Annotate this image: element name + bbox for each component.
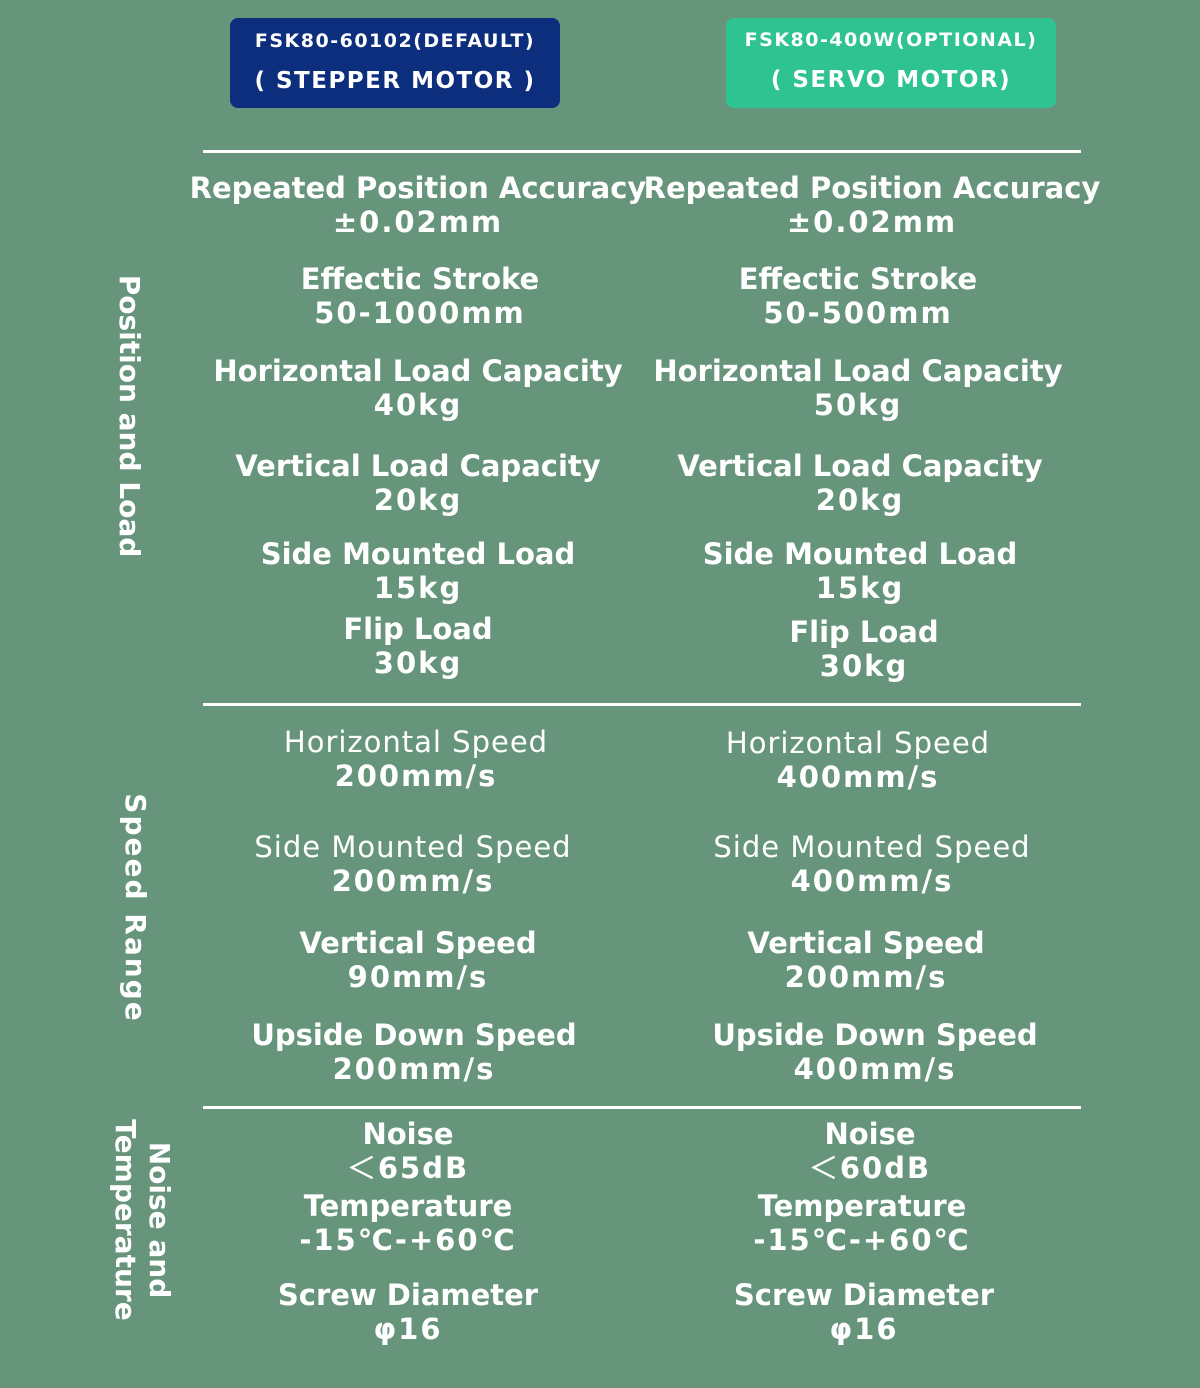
spec-value: 20kg [373, 483, 463, 517]
spec-label: Screw Diameter [733, 1278, 995, 1312]
spec-item [642, 171, 1102, 239]
spec-label: Side Mounted Speed [254, 830, 572, 864]
spec-item [188, 449, 648, 517]
spec-value: 50kg [813, 388, 903, 422]
divider-position-speed [203, 703, 1081, 706]
spec-label: Flip Load [343, 612, 493, 646]
spec-value: ＜60dB [808, 1151, 932, 1185]
spec-item [186, 725, 646, 793]
spec-label: Repeated Position Accuracy [643, 171, 1101, 205]
servo-motor-type: ( SERVO MOTOR) [770, 67, 1012, 93]
section-title-speed-range: Speed Range [119, 793, 152, 1023]
spec-value: 90mm/s [347, 960, 489, 994]
spec-label: Screw Diameter [277, 1278, 539, 1312]
spec-label: Effectic Stroke [300, 262, 540, 296]
spec-item [642, 830, 1102, 898]
spec-value: φ16 [829, 1312, 899, 1346]
spec-value: 50-1000mm [314, 296, 526, 330]
spec-value: 15kg [815, 571, 905, 605]
spec-label: Side Mounted Load [702, 537, 1018, 571]
spec-value: -15℃-+60℃ [753, 1223, 971, 1257]
spec-label: Noise [362, 1117, 454, 1151]
spec-label: Side Mounted Speed [713, 830, 1031, 864]
spec-value: 30kg [819, 649, 909, 683]
spec-value: ＜65dB [346, 1151, 470, 1185]
spec-label: Vertical Speed [299, 926, 537, 960]
spec-item [190, 262, 650, 330]
spec-item [184, 1018, 644, 1086]
spec-label: Temperature [303, 1189, 513, 1223]
spec-label: Temperature [757, 1189, 967, 1223]
spec-label: Effectic Stroke [738, 262, 978, 296]
spec-item [178, 1278, 638, 1346]
spec-value: 15kg [373, 571, 463, 605]
spec-value: 50-500mm [763, 296, 953, 330]
spec-label: Horizontal Load Capacity [213, 354, 623, 388]
spec-item [178, 1189, 638, 1257]
spec-label: Repeated Position Accuracy [189, 171, 647, 205]
spec-label: Horizontal Speed [725, 726, 991, 760]
spec-value: φ16 [373, 1312, 443, 1346]
spec-value: ±0.02mm [786, 205, 958, 239]
spec-value: 400mm/s [793, 1052, 957, 1086]
stepper-model-name: FSK80-60102(DEFAULT) [254, 30, 536, 52]
spec-value: 400mm/s [790, 864, 954, 898]
spec-label: Upside Down Speed [712, 1018, 1038, 1052]
spec-label: Side Mounted Load [260, 537, 576, 571]
spec-item [634, 615, 1094, 683]
spec-item [630, 537, 1090, 605]
spec-item [636, 926, 1096, 994]
spec-item [632, 1189, 1092, 1257]
spec-value: 400mm/s [776, 760, 940, 794]
spec-value: 200mm/s [334, 759, 498, 793]
spec-item [630, 449, 1090, 517]
section-title-line: Temperature [109, 1119, 142, 1321]
servo-model-badge [726, 18, 1056, 108]
section-title-line: Noise and [143, 1141, 176, 1299]
spec-item [634, 1278, 1094, 1346]
section-title-noise-temperature [108, 1119, 176, 1320]
spec-item [628, 354, 1088, 422]
spec-item [188, 537, 648, 605]
spec-label: Vertical Load Capacity [677, 449, 1043, 483]
spec-value: 200mm/s [331, 864, 495, 898]
stepper-model-badge [230, 18, 560, 108]
spec-label: Upside Down Speed [251, 1018, 577, 1052]
divider-top [203, 150, 1081, 153]
spec-item [178, 1117, 638, 1185]
spec-item [188, 171, 648, 239]
spec-item [628, 262, 1088, 330]
spec-label: Horizontal Speed [283, 725, 549, 759]
spec-label: Flip Load [789, 615, 939, 649]
spec-label: Vertical Speed [747, 926, 985, 960]
spec-item [188, 926, 648, 994]
spec-value: 200mm/s [784, 960, 948, 994]
spec-value: 30kg [373, 646, 463, 680]
stepper-motor-type: ( STEPPER MOTOR ) [254, 68, 536, 94]
spec-value: 40kg [373, 388, 463, 422]
spec-item [640, 1117, 1100, 1185]
spec-item [188, 612, 648, 680]
divider-speed-noise [203, 1106, 1081, 1109]
spec-value: -15℃-+60℃ [299, 1223, 517, 1257]
section-title-position-load: Position and Load [113, 274, 146, 558]
spec-value: 200mm/s [332, 1052, 496, 1086]
spec-label: Noise [824, 1117, 916, 1151]
servo-model-name: FSK80-400W(OPTIONAL) [744, 29, 1038, 51]
spec-value: 20kg [815, 483, 905, 517]
spec-item [183, 830, 643, 898]
spec-item [628, 726, 1088, 794]
spec-value: ±0.02mm [332, 205, 504, 239]
spec-item [645, 1018, 1105, 1086]
spec-item [188, 354, 648, 422]
spec-label: Horizontal Load Capacity [653, 354, 1063, 388]
spec-label: Vertical Load Capacity [235, 449, 601, 483]
